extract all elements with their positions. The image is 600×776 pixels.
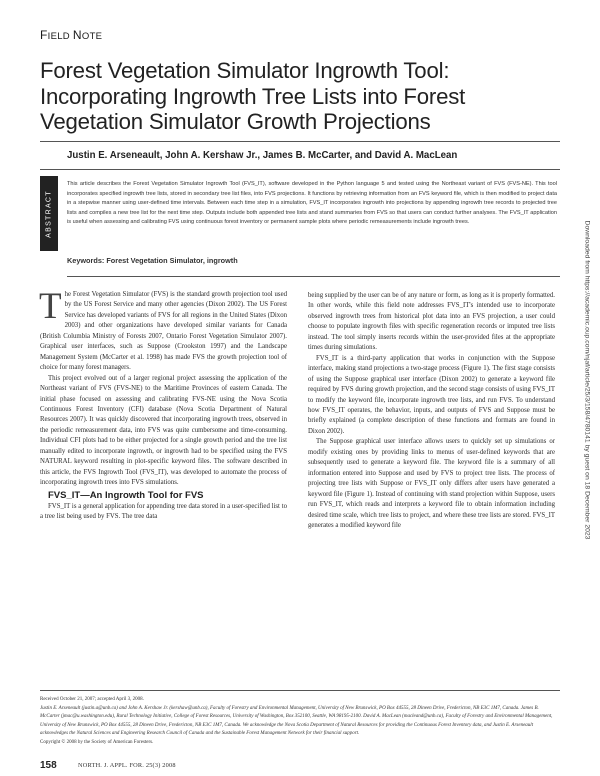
right-paragraph-1: being supplied by the user can be of any nature or form, as long as it is properly formatted. In other words, while this field note addresses FVS_IT's intended use to incorporate observed ingrowth trees from historical plot data into an FVS projection, a user could choose to populate ingrowth files with specific regeneration records or imputed tree lists instead. The tool simply inserts records within the user-provided files at the appropriate times during simulations. [308,292,555,352]
abstract-text: This article describes the Forest Vegetation Simulator Ingrowth Tool (FVS_IT), software developed in the Python language 5 and tested using the Northeast variant of FVS (FVS-NE). This tool incorporates specified ingrowth tree lists, stored in secondary tree list files, into FVS projections. It functions by retrieving information from an FVS keyword file, which is then modified to project data in a stepwise manner using user-defined time intervals. Between each time step in a simulation, FVS_IT incorporates ingrowth into projections by appending ingrowth tree records to projected tree lists and compiles a new tree list for the next time step. Outputs include both appended tree lists and stand summaries from FVS so that users can conduct further analyses. The FVS_IT application is useful when assessing and calibrating FVS using continuous forest inventory or permanent sample plots where periodic remeasurements include ingrowth trees. [67,181,557,226]
page-number: 158 [40,760,57,771]
drop-cap: T [39,286,62,327]
section-label-cap-n: N [72,28,82,42]
author-list: Justin E. Arseneault, John A. Kershaw Jr., James B. McCarter, and David A. MacLean [67,150,458,161]
title-divider [40,141,560,142]
right-column [308,291,555,531]
right-paragraph-2: FVS_IT is a third-party application that works in conjunction with the Suppose interface, making stand projections a two-stage process (Figure 1). The first stage consists of using the Suppose graphical user interface (Dixon 2002) to generate a keyword file required by FVS during growth projection, and the second stage consists of using FVS_IT to modify the keyword file, incorporate ingrowth tree lists, and run FVS. To understand how FVS_IT operates, the behavior, inputs, and outputs of FVS and Suppose must be briefly explained (a complete description of these functions and formats are found in Dixon 2002). [308,354,555,435]
keywords: Keywords: Forest Vegetation Simulator, ingrowth [67,256,238,265]
journal-citation: NORTH. J. APPL. FOR. 25(3) 2008 [78,762,176,769]
left-paragraph-1-text: he Forest Vegetation Simulator (FVS) is the standard growth projection tool used by the US Forest Service and many other agencies (Dixon 2002). The US Forest Service has developed variants of FVS for all regions in the United States (Dixon 2003) and other organizations have developed similar variants for Canada (British Columbia Ministry of Forests 2007, Ontario Forest Vegetation Simulator 2007). Graphical user interfaces, such as Suppose (Crookston 1997) and the Landscape Management System (McCarter et al. 1998) has made FVS the growth projection tool of choice for many forest managers. [40,291,287,372]
left-paragraph-3: FVS_IT is a general application for appending tree data stored in a user-specified list to a tree list being used by FVS. The tree data [40,502,287,521]
section-label-rest-1: IELD [47,31,73,42]
copyright: Copyright © 2008 by the Society of American Foresters. [40,739,154,745]
left-column [39,286,287,523]
authors-divider [40,169,560,170]
right-paragraph-3: The Suppose graphical user interface allows users to quickly set up simulations or modify existing ones by providing links to menus of user-defined keywords that are subsequently used to generate a keyword file. The keyword file is a summary of all information entered into Suppose and used by FVS to project tree lists. The process of projecting tree lists with Suppose or FVS_IT only differs after users have generated a keyword file (Figure 1). Instead of continuing with stand projection within Suppose, users run FVS_IT, which reads and interprets a keyword file to obtain information including desired time scale, which tree lists to project, and where these tree lists are stored. FVS_IT generates a modified keyword file [308,438,555,529]
abstract-side-tab [40,176,58,251]
received-date: Received October 21, 2007; accepted April 3, 2008. [40,697,144,702]
left-paragraph-2: This project evolved out of a larger regional project assessing the application of the Northeast variant of FVS (FVS-NE) to the Maritime Provinces of eastern Canada. The initial phase focused on assessing and calibrating FVS-NE using the Nova Scotia Continuous Forest Inventory (CFI) database (Nova Scotia Department of Natural Resources 2007). It was quickly discovered that incorporating ingrowth trees, observed in the periodic remeasurement data, into FVS was quite cumbersome and time-consuming. Individual CFI plots had to be either projected for a single growth period and the tree list manually edited to incorporate ingrowth, or ingrowth had to be specified using the FVS NATURAL keyword resulting in plot-specific keyword files. The software described in this article, the FVS Ingrowth Tool (FVS_IT), was developed to automate the process of incorporating ingrowth trees into FVS simulations. [40,374,287,487]
download-watermark: Downloaded from https://academic.oup.com/njaf/article/25/3/158/4780141 by guest on 18 December 2023 [583,220,591,540]
section-label-cap-f: F [40,28,48,42]
footnote-divider [40,690,560,691]
abstract-label: ABSTRACT [45,189,53,238]
section-label-rest-2: OTE [81,31,103,42]
abstract-divider [67,276,560,277]
author-affiliations: Justin E. Arseneault (justin.a@unb.ca) and John A. Kershaw Jr. (kershaw@unb.ca), Faculty of Forestry and Environmental Management, University of New Brunswick, PO Box 44555, 28 Dineen Drive, Fredericton, NB E3C 1M7, Canada. James B. McCarter (jmac@u.washington.edu), Rural Technology Initiative, College of Forest Resources, University of Washington, Box 352100, Seattle, WA 98195-2100. David A. MacLean (macleand@unb.ca), Faculty of Forestry and Environmental Management, University of New Brunswick, PO Box 44555, 28 Dineen Drive, Fredericton, NB E3C 1M7, Canada. We acknowledge the Nova Scotia Department of Natural Resources for providing the Continuous Forest Inventory data, and Justin E. Arseneault acknowledges the Natural Sciences and Engineering Research Council of Canada and the Sustainable Forest Management Network for their financial support. [40,705,553,737]
left-paragraph-1 [39,286,287,374]
section-heading: FVS_IT—An Ingrowth Tool for FVS [48,489,204,501]
article-title: Forest Vegetation Simulator Ingrowth Tool: Incorporating Ingrowth Tree Lists into Forest Vegetation Simulator Growth Projections [40,58,466,134]
section-label [40,28,102,42]
footnotes [40,696,555,748]
